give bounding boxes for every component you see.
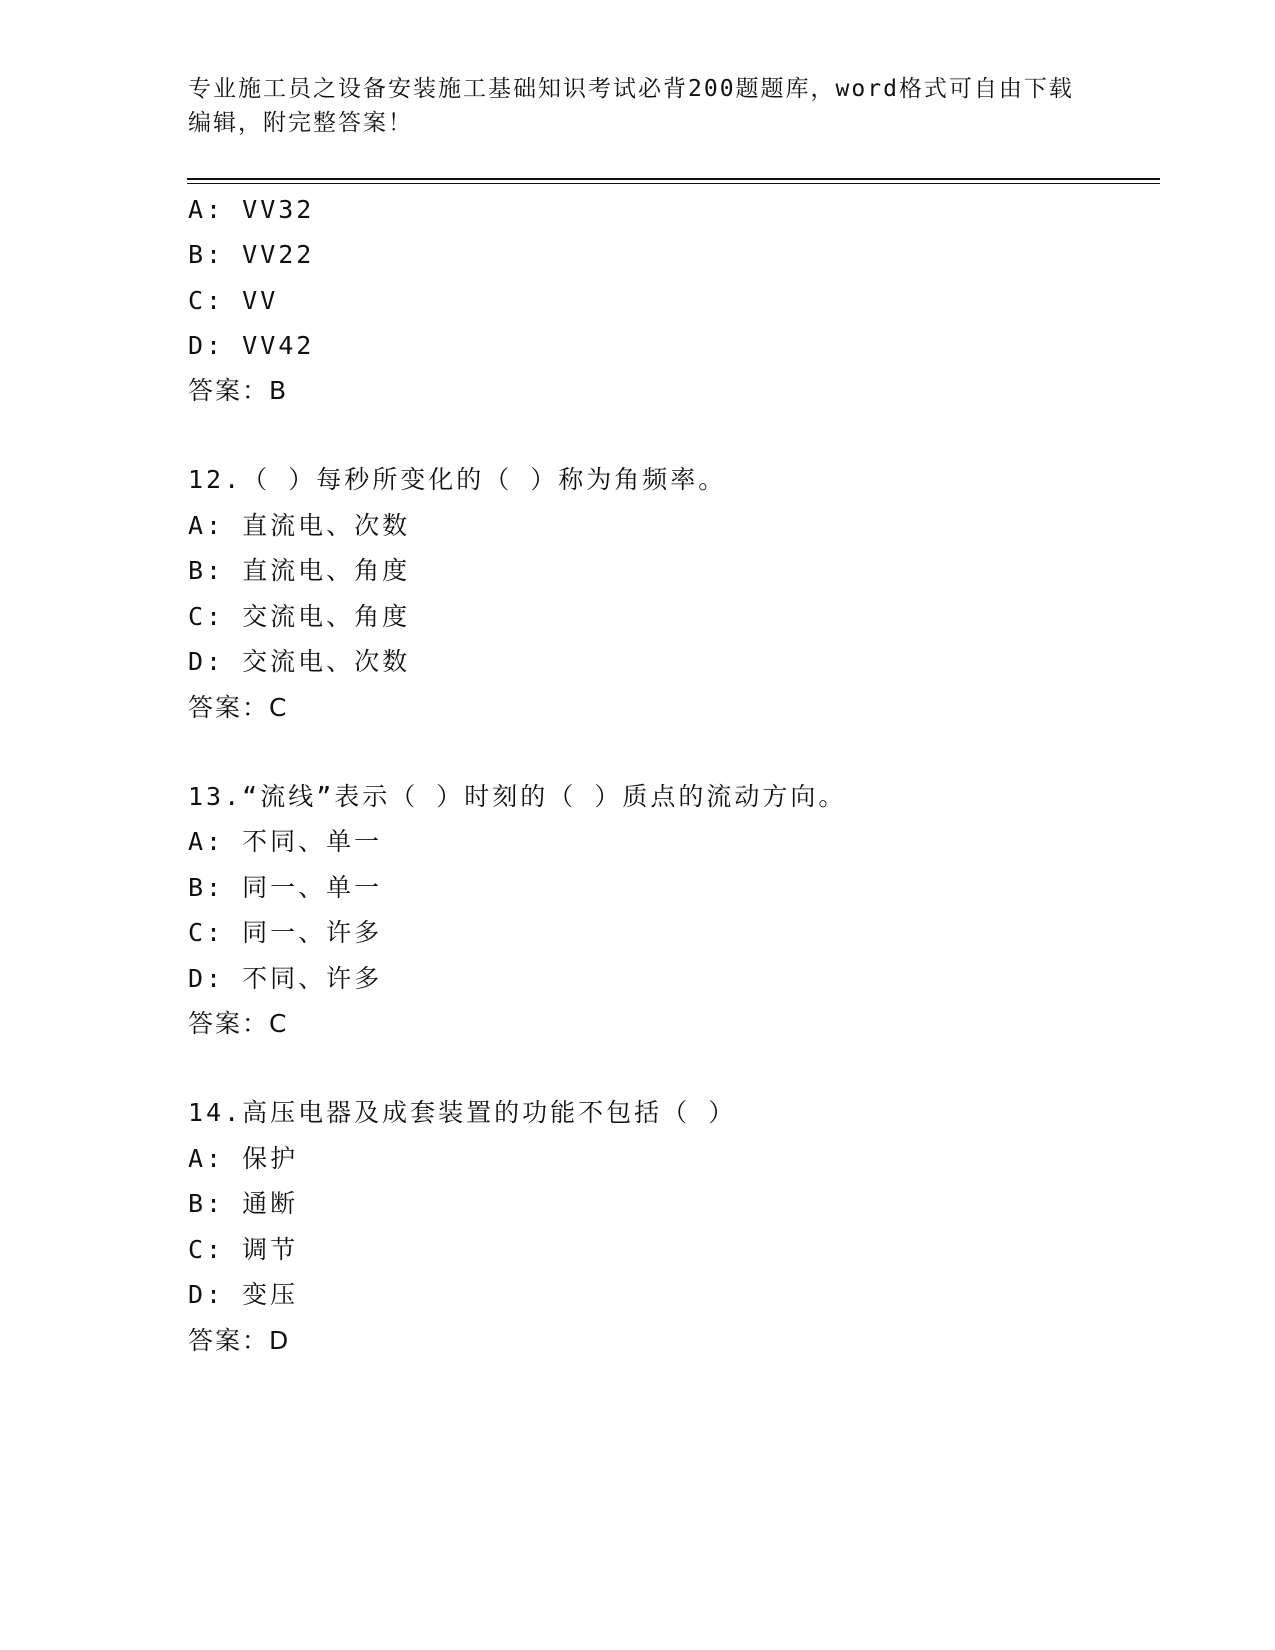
q14-option-d: D: 变压 <box>188 1280 299 1309</box>
q13-question: 13.“流线”表示（ ）时刻的（ ）质点的流动方向。 <box>188 782 847 811</box>
q14-option-b: B: 通断 <box>188 1189 299 1218</box>
q13-option-a: A: 不同、单一 <box>188 827 383 856</box>
q11-answer: 答案：B <box>188 376 289 405</box>
q12-option-b: B: 直流电、角度 <box>188 556 411 585</box>
q12-answer: 答案：C <box>188 693 289 722</box>
q11-option-b: B: VV22 <box>188 240 315 269</box>
q11-option-a: A: VV32 <box>188 195 315 224</box>
q12-option-d: D: 交流电、次数 <box>188 647 411 676</box>
q14-answer: 答案：D <box>188 1326 291 1355</box>
q12-option-a: A: 直流电、次数 <box>188 511 411 540</box>
q13-option-c: C: 同一、许多 <box>188 918 383 947</box>
header-divider-thick <box>187 178 1160 180</box>
q13-option-b: B: 同一、单一 <box>188 873 383 902</box>
q11-option-d: D: VV42 <box>188 331 315 360</box>
title-line-1: 专业施工员之设备安装施工基础知识考试必背200题题库，word格式可自由下载 <box>188 76 1074 102</box>
header-divider-thin <box>187 183 1160 184</box>
q14-option-c: C: 调节 <box>188 1235 299 1264</box>
q12-question: 12.（ ）每秒所变化的（ ）称为角频率。 <box>188 465 727 494</box>
document-title <box>188 72 1088 140</box>
q13-option-d: D: 不同、许多 <box>188 964 383 993</box>
q12-option-c: C: 交流电、角度 <box>188 602 411 631</box>
q14-question: 14.高压电器及成套装置的功能不包括（ ） <box>188 1098 737 1127</box>
q11-option-c: C: VV <box>188 286 279 315</box>
q13-answer: 答案：C <box>188 1009 289 1038</box>
q14-option-a: A: 保护 <box>188 1144 299 1173</box>
title-line-2: 编辑，附完整答案！ <box>188 110 413 136</box>
